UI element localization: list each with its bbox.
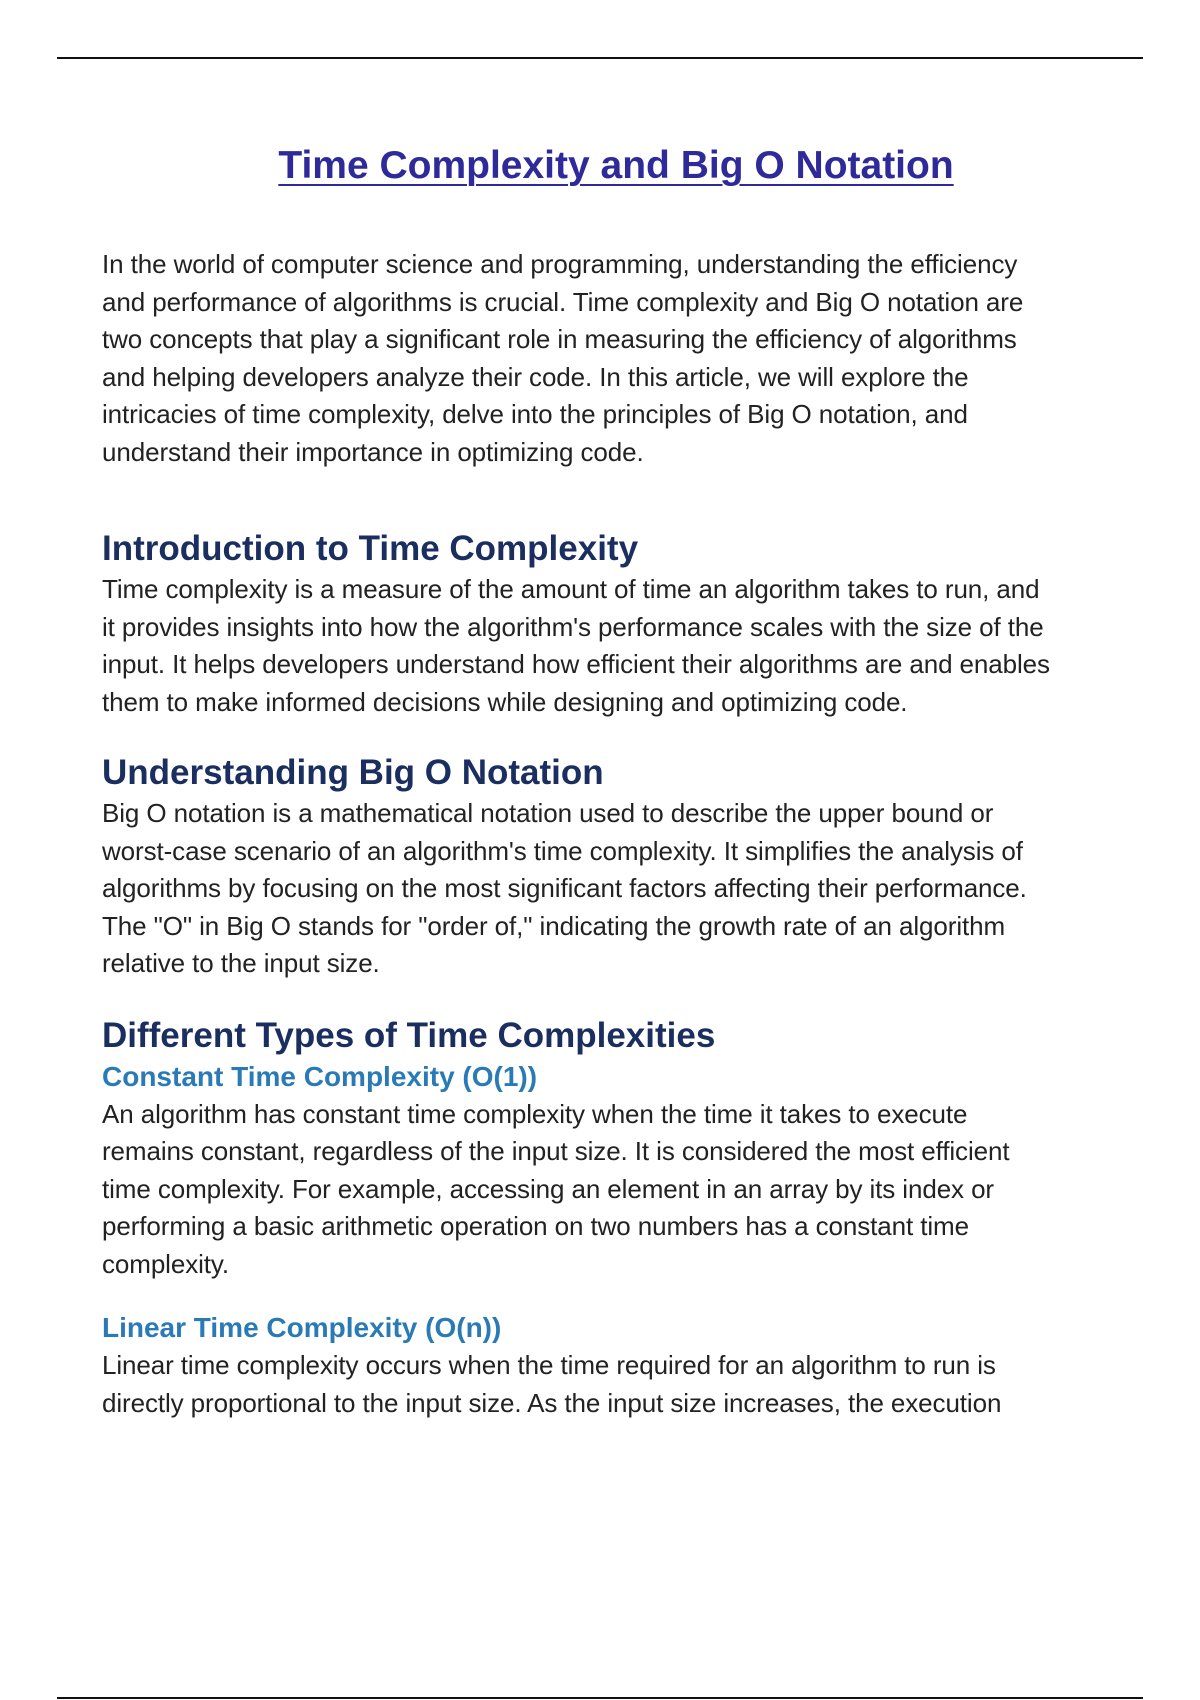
constant-time-line: time complexity. For example, accessing an element in an array by its index or	[102, 1173, 994, 1204]
linear-time-line: Linear time complexity occurs when the time required for an algorithm to run is	[102, 1350, 996, 1380]
subheading-constant-time: Constant Time Complexity (O(1))	[102, 1060, 538, 1092]
big-o-line: The "O" in Big O stands for "order of," indicating the growth rate of an algorithm	[102, 910, 1006, 941]
introduction-paragraph	[102, 571, 1142, 721]
big-o-line: relative to the input size.	[102, 948, 380, 978]
intro-line: understand their importance in optimizing code.	[102, 436, 644, 467]
document-page	[102, 140, 1142, 1422]
intro-paragraph	[102, 246, 1142, 471]
top-rule	[57, 57, 1143, 59]
big-o-line: algorithms by focusing on the most significant factors affecting their performance.	[102, 873, 1027, 903]
document-title: Time Complexity and Big O Notation	[278, 144, 954, 187]
introduction-line: input. It helps developers understand how efficient their algorithms are and enables	[102, 649, 1050, 679]
constant-time-line: An algorithm has constant time complexity when the time it takes to execute	[102, 1098, 968, 1129]
linear-time-line: directly proportional to the input size. As the input size increases, the execution	[102, 1387, 1002, 1418]
big-o-line: worst-case scenario of an algorithm's time complexity. It simplifies the analysis of	[102, 835, 1023, 866]
section-heading-types: Different Types of Time Complexities	[102, 1015, 716, 1055]
constant-time-line: remains constant, regardless of the input size. It is considered the most efficient	[102, 1136, 1010, 1166]
introduction-line: Time complexity is a measure of the amount of time an algorithm takes to run, and	[102, 574, 1040, 604]
big-o-line: Big O notation is a mathematical notation used to describe the upper bound or	[102, 798, 994, 828]
intro-line: two concepts that play a significant role in measuring the efficiency of algorithms	[102, 324, 1017, 354]
bottom-rule	[57, 1697, 1143, 1699]
constant-time-line: performing a basic arithmetic operation on two numbers has a constant time	[102, 1211, 969, 1241]
constant-time-paragraph	[102, 1096, 1142, 1284]
subheading-linear-time: Linear Time Complexity (O(n))	[102, 1312, 502, 1343]
big-o-paragraph	[102, 795, 1142, 983]
section-heading-big-o: Understanding Big O Notation	[102, 753, 604, 792]
intro-line: and performance of algorithms is crucial. Time complexity and Big O notation are	[102, 286, 1024, 317]
intro-line: intricacies of time complexity, delve into the principles of Big O notation, and	[102, 399, 968, 429]
introduction-line: it provides insights into how the algorithm's performance scales with the size of the	[102, 611, 1044, 642]
constant-time-line: complexity.	[102, 1248, 230, 1279]
introduction-line: them to make informed decisions while designing and optimizing code.	[102, 686, 908, 717]
linear-time-paragraph	[102, 1347, 1142, 1422]
intro-line: In the world of computer science and programming, understanding the efficiency	[102, 249, 1018, 279]
intro-line: and helping developers analyze their code. In this article, we will explore the	[102, 361, 969, 392]
section-heading-introduction: Introduction to Time Complexity	[102, 529, 639, 568]
